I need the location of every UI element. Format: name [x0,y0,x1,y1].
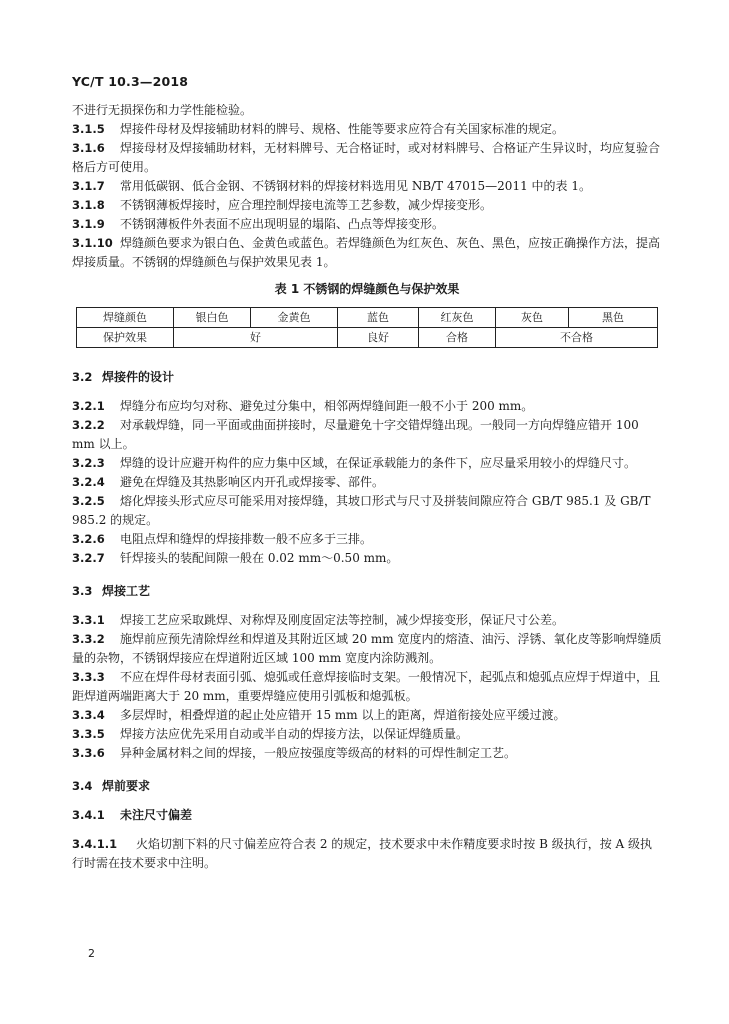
clause-number: 3.1.10 [72,236,113,250]
clause-number: 3.2.1 [72,399,105,413]
clause-3-1-5 [72,120,662,139]
clause-text: 焊接方法应优先采用自动或半自动的焊接方法，以保证焊缝质量。 [120,727,469,741]
clause-text: 钎焊接头的装配间隙一般在 0.02 mm～0.50 mm。 [120,551,399,565]
clause-3-3-3 [72,668,662,706]
clause-text: 不锈钢薄板焊接时，应合理控制焊接电流等工艺参数，减少焊接变形。 [120,198,493,212]
clause-number: 3.1.7 [72,179,105,193]
clause-3-2-5 [72,492,662,530]
clause-3-3-4 [72,706,662,725]
clause-3-2-6 [72,530,662,549]
clause-number: 3.1.5 [72,122,105,136]
heading-text: 焊前要求 [102,779,151,793]
document-body [72,101,662,873]
clause-number: 3.2.7 [72,551,105,565]
table-cell: 黑色 [569,308,658,328]
table-cell: 好 [174,328,338,348]
section-heading-3-3 [72,582,662,601]
standard-code: YC/T 10.3—2018 [72,74,189,89]
clause-3-1-9 [72,215,662,234]
clause-number: 3.3.4 [72,708,105,722]
clause-text: 对承载焊缝，同一平面或曲面拼接时，尽量避免十字交错焊缝出现。一般同一方向焊缝应错开 100 mm 以上。 [72,418,639,451]
clause-text: 电阻点焊和缝焊的焊接排数一般不应多于三排。 [120,532,373,546]
clause-text: 异种金属材料之间的焊接，一般应按强度等级高的材料的可焊性制定工艺。 [120,746,517,760]
heading-number: 3.2 [72,370,93,384]
clause-number: 3.2.6 [72,532,105,546]
table-cell: 焊缝颜色 [77,308,174,328]
clause-text: 焊接件母材及焊接辅助材料的牌号、规格、性能等要求应符合有关国家标准的规定。 [120,122,565,136]
table-cell: 保护效果 [77,328,174,348]
clause-text: 焊接母材及焊接辅助材料，无材料牌号、无合格证时，或对材料牌号、合格证产生异议时，均应复验合格后方可使用。 [72,141,661,174]
clause-3-1-10 [72,234,662,272]
heading-number: 3.4 [72,779,93,793]
table-cell: 金黄色 [251,308,338,328]
subsection-heading-3-4-1 [72,806,662,825]
clause-number: 3.1.8 [72,198,105,212]
heading-number: 3.4.1 [72,808,105,822]
heading-text: 未注尺寸偏差 [120,808,193,822]
weld-color-table [76,307,658,348]
heading-text: 焊接工艺 [102,584,151,598]
table-cell: 合格 [419,328,496,348]
table-cell: 不合格 [496,328,658,348]
clause-text: 不锈钢薄板件外表面不应出现明显的塌陷、凸点等焊接变形。 [120,217,445,231]
clause-text: 焊缝分布应均匀对称、避免过分集中，相邻两焊缝间距一般不小于 200 mm。 [120,399,534,413]
table-cell: 灰色 [496,308,569,328]
clause-number: 3.2.5 [72,494,105,508]
clause-text: 常用低碳钢、低合金钢、不锈钢材料的焊接材料选用见 NB/T 47015—2011 中的表 1。 [120,179,591,193]
clause-number: 3.3.6 [72,746,105,760]
table-cell: 银白色 [174,308,251,328]
clause-number: 3.2.2 [72,418,105,432]
clause-number: 3.3.5 [72,727,105,741]
clause-3-2-3 [72,454,662,473]
table-cell: 蓝色 [338,308,419,328]
clause-number: 3.1.6 [72,141,105,155]
clause-3-3-6 [72,744,662,763]
clause-text: 焊缝的设计应避开构件的应力集中区域，在保证承载能力的条件下，应尽量采用较小的焊缝尺寸。 [120,456,637,470]
paragraph-continuation: 不进行无损探伤和力学性能检验。 [72,103,253,117]
heading-text: 焊接件的设计 [102,370,175,384]
clause-number: 3.4.1.1 [72,837,118,851]
clause-3-3-5 [72,725,662,744]
clause-text: 施焊前应预先清除焊丝和焊道及其附近区域 20 mm 宽度内的熔渣、油污、浮锈、氧化皮等影响焊缝质量的杂物，不锈钢焊接应在焊道附近区域 100 mm 宽度内涂防溅剂。 [72,632,662,665]
clause-text: 避免在焊缝及其热影响区内开孔或焊接零、部件。 [120,475,385,489]
heading-number: 3.3 [72,584,93,598]
clause-3-3-2 [72,630,662,668]
clause-text: 不应在焊件母材表面引弧、熄弧或任意焊接临时支架。一般情况下，起弧点和熄弧点应焊于焊道中，且距焊道两端距离大于 20 mm，重要焊缝应使用引弧板和熄弧板。 [72,670,661,703]
clause-3-2-2 [72,416,662,454]
clause-number: 3.3.2 [72,632,105,646]
clause-3-2-4 [72,473,662,492]
clause-3-2-7 [72,549,662,568]
table-caption: 表 1 不锈钢的焊缝颜色与保护效果 [274,282,460,296]
page-number: 2 [88,947,95,960]
clause-3-1-6 [72,139,662,177]
section-heading-3-2 [72,368,662,387]
clause-3-1-7 [72,177,662,196]
clause-3-1-8 [72,196,662,215]
section-heading-3-4 [72,777,662,796]
clause-number: 3.3.1 [72,613,105,627]
table-cell: 良好 [338,328,419,348]
clause-text: 焊缝颜色要求为银白色、金黄色或蓝色。若焊缝颜色为红灰色、灰色、黑色，应按正确操作方法，提高焊接质量。不锈钢的焊缝颜色与保护效果见表 1。 [72,236,661,269]
table-row [77,328,658,348]
clause-number: 3.2.3 [72,456,105,470]
clause-text: 熔化焊接头形式应尽可能采用对接焊缝，其坡口形式与尺寸及拼装间隙应符合 GB/T 985.1 及 GB/T 985.2 的规定。 [72,494,651,527]
clause-3-3-1 [72,611,662,630]
clause-3-2-1 [72,397,662,416]
clause-3-4-1-1 [72,835,662,873]
table-row [77,308,658,328]
clause-text: 多层焊时，相叠焊道的起止处应错开 15 mm 以上的距离，焊道衔接处应平缓过渡。 [120,708,566,722]
clause-text: 焊接工艺应采取跳焊、对称焊及刚度固定法等控制，减少焊接变形，保证尺寸公差。 [120,613,565,627]
table-cell: 红灰色 [419,308,496,328]
clause-number: 3.3.3 [72,670,105,684]
clause-text: 火焰切割下料的尺寸偏差应符合表 2 的规定，技术要求中未作精度要求时按 B 级执行，按 A 级执行时需在技术要求中注明。 [72,837,653,870]
clause-number: 3.2.4 [72,475,105,489]
clause-number: 3.1.9 [72,217,105,231]
